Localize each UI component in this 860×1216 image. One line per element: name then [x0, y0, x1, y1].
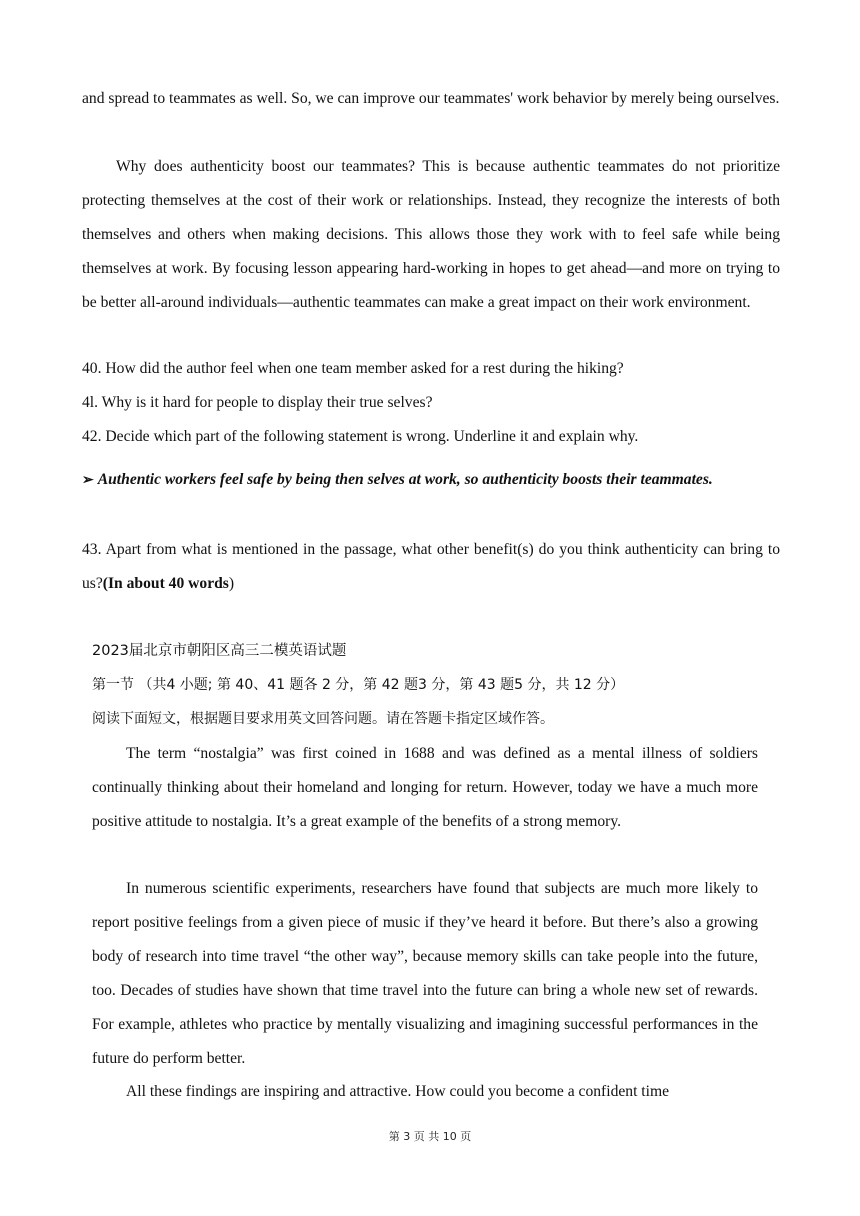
page-footer: 第 3 页 共 10 页: [388, 1130, 472, 1143]
arrow-bullet-icon: ➢: [82, 473, 94, 488]
passage-paragraph-1: and spread to teammates as well. So, we can improve our teammates' work behavior by merely being ourselves.: [82, 90, 780, 107]
question-43-close: ): [228, 575, 235, 592]
nostalgia-paragraph-1: The term “nostalgia” was first coined in 1688 and was defined as a mental illness of soldiers continually thinking about their homeland and longing for return. However, today we have a much more positive attitude to nostalgia. It’s a great example of the benefits of a strong memory.: [92, 745, 758, 830]
question-42: 42. Decide which part of the following statement is wrong. Underline it and explain why.: [82, 428, 639, 445]
question-43-text: 43. Apart from what is mentioned in the passage, what other benefit(s) do you think authenticity can bring to us?: [82, 541, 780, 592]
nostalgia-paragraph-2: In numerous scientific experiments, researchers have found that subjects are much more likely to report positive feelings from a given piece of music if they’ve heard it before. But there’s also a growing body of research into time travel “the other way”, because memory skills can take people into the future, too. Decades of studies have shown that time travel into the future can bring a whole new set of rewards. For example, athletes who practice by mentally visualizing and imagining successful performances in the future do perform better.: [92, 880, 758, 1067]
passage-paragraph-2: Why does authenticity boost our teammates? This is because authentic teammates do not prioritize protecting themselves at the cost of their work or relationships. Instead, they recognize the interests of both themselves and others when making decisions. This allows those they work with to feel safe while being themselves at work. By focusing lesson appearing hard-working in hopes to get ahead—and more on trying to be better all-around individuals—authentic teammates can make a great impact on their work environment.: [82, 158, 780, 311]
statement-text: Authentic workers feel safe by being then selves at work, so authenticity boosts their teammates.: [97, 471, 713, 488]
section-line: 第一节 （共4 小题; 第 40、41 题各 2 分，第 42 题3 分，第 43 题5 分，共 12 分）: [92, 677, 625, 693]
instruction: 阅读下面短文，根据题目要求用英文回答问题。请在答题卡指定区域作答。: [92, 711, 554, 727]
word-limit: (In about 40 words: [102, 575, 229, 592]
exam-title: 2023届北京市朝阳区高三二模英语试题: [92, 643, 347, 659]
question-40: 40. How did the author feel when one team member asked for a rest during the hiking?: [82, 360, 624, 377]
question-43: [82, 533, 780, 601]
nostalgia-paragraph-3: All these findings are inspiring and attractive. How could you become a confident time: [126, 1083, 670, 1100]
question-42-statement: [82, 461, 780, 499]
question-41: 4l. Why is it hard for people to display their true selves?: [82, 394, 433, 411]
